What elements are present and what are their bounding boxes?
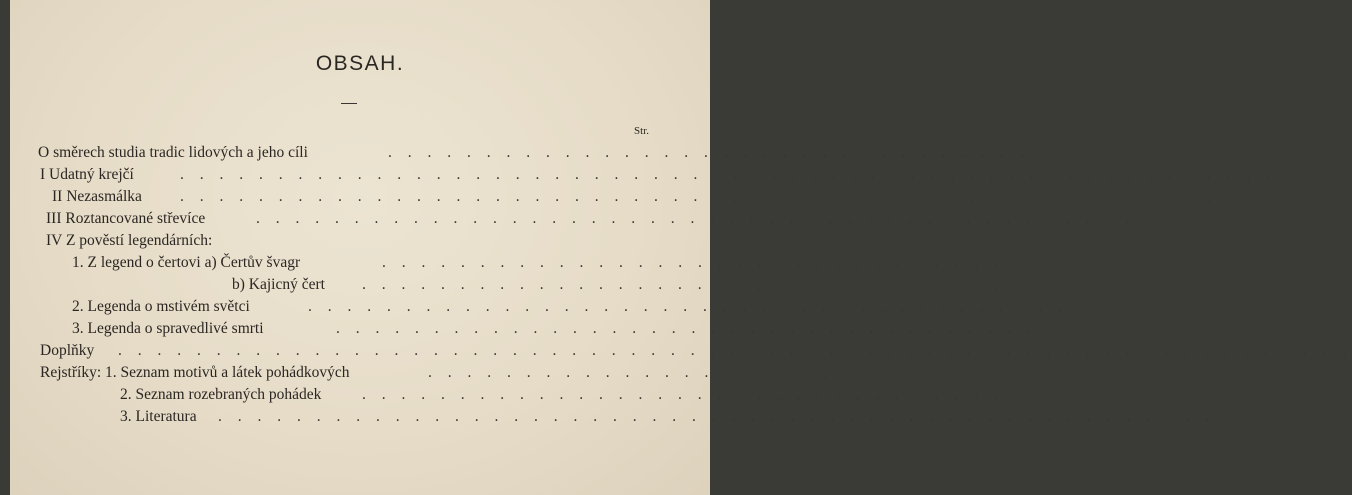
book-page xyxy=(10,0,1352,495)
toc-leader-dots: . . . . . . . . . . . . . . . . . . . . . . . . . . . . . . . . . xyxy=(388,144,1030,161)
toc-leader-dots: . . . . . . . . . . . . . . . . . . . . . . . . . . . . . . . . . . xyxy=(362,276,1024,293)
toc-entry-label: O směrech studia tradic lidových a jeho cíli xyxy=(38,144,308,161)
toc-entry-label: b) Kajicný čert xyxy=(232,276,325,293)
toc-leader-dots: . . . . . . . . . . . . . . . . . . . . . . . . . . . . . . . . . . . . xyxy=(336,320,1038,337)
toc-entry-label: 1. Z legend o čertovi a) Čertův švagr xyxy=(72,254,301,271)
page-title: OBSAH. xyxy=(315,52,405,75)
toc-leader-dots: . . . . . . . . . . . . . . . . . . . . . . . . . . . . . . . . . . . . . . . . . . . . . . . . . . . . . . . . . xyxy=(180,166,1296,183)
toc-entry-label: II Nezasmálka xyxy=(52,188,142,205)
toc-entry-label: IV Z pověstí legendárních: xyxy=(46,232,213,249)
toc-entry-label: 2. Seznam rozebraných pohádek xyxy=(120,386,322,403)
toc-leader-dots: . . . . . . . . . . . . . . . . . . . . . . . . . . . . . . . . . . . . . . . . . . . . . . . . . . . xyxy=(218,408,1216,425)
toc-entry-label: 3. Literatura xyxy=(120,408,197,425)
toc-leader-dots: . . . . . . . . . . . . . . . . . . . . . . . . . . . . . . . . . xyxy=(382,254,1024,271)
toc-leader-dots: . . . . . . . . . . . . . . . . . . . . . . . . . . . . . . . . . . . . . . . . . . . . . . . . . . . . . . . . xyxy=(180,188,1277,205)
toc-leader-dots: . . . . . . . . . . . . . . . . . . . . . . . . . . . . . . . . . xyxy=(362,386,1004,403)
toc-leader-dots: . . . . . . . . . . . . . . . . . . . . . . . . . . . . . . . . . . . . . . . . . . . . . . . . . . . . . . . . . . . . . . . xyxy=(118,342,1352,359)
toc-leader-dots: . . . . . . . . . . . . . . . . . . . . . . . . . . . . . . . . . . . . . . . xyxy=(308,298,1069,315)
toc-entry-label: 2. Legenda o mstivém světci xyxy=(72,298,250,315)
toc-entry-label: 3. Legenda o spravedlivé smrti xyxy=(72,320,264,337)
toc-entry-label: Rejstříky: 1. Seznam motivů a látek pohádkových xyxy=(40,364,350,381)
toc-leader-dots: . . . . . . . . . . . . . . . . . . . . . . . . . . . . . . . . . . . . . . . . . . . . . xyxy=(256,210,1135,227)
page-column-label: Str. xyxy=(634,125,649,137)
toc-leader-dots: . . . . . . . . . . . . . . . . . . . . . . . . xyxy=(428,364,893,381)
toc-entry-label: Doplňky xyxy=(40,342,95,359)
title-divider xyxy=(341,103,357,104)
toc-entry-label: III Roztancované střevíce xyxy=(46,210,206,227)
toc-entry-label: I Udatný krejčí xyxy=(40,166,134,183)
